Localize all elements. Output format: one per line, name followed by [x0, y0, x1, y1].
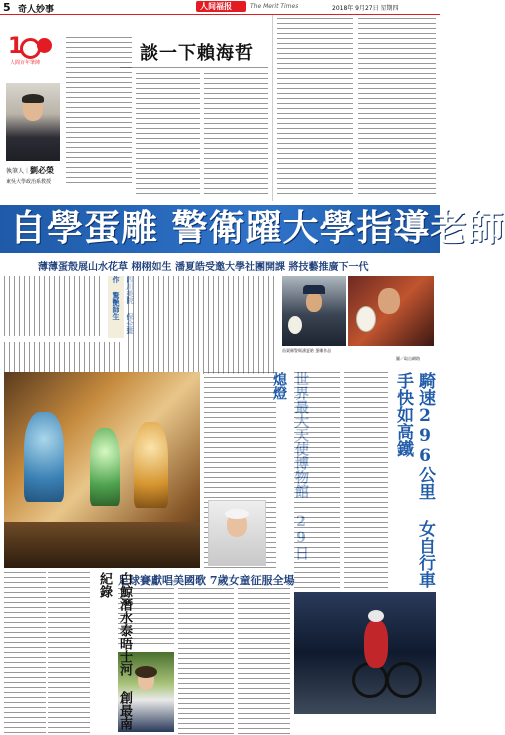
angel-figure-amber [134, 422, 168, 508]
story-text-right [4, 342, 124, 372]
bike-wheel-front [386, 662, 422, 698]
bike-wheel-rear [352, 662, 388, 698]
cyclist-title-box [392, 372, 436, 588]
angel-museum-photo [4, 372, 200, 568]
masthead [0, 0, 440, 15]
column-body-4 [204, 73, 268, 197]
page-number: 5 [3, 1, 11, 14]
photo-credit: 圖／取自網路 [396, 356, 420, 361]
column-body-3 [136, 73, 200, 197]
author-portrait [6, 83, 60, 161]
subheadline: 薄薄蛋殼展山水花草 栩栩如生 潘夏皓受邀大學社團開課 將技藝推廣下一代 [38, 262, 369, 273]
egg-in-hand [288, 316, 302, 334]
artist-face [378, 288, 400, 314]
paper-en-name: The Merit Times [250, 3, 299, 10]
guard-face [306, 292, 322, 312]
beluga-title: 白鯨潛水泰晤士河 創最南紀錄 [97, 572, 132, 730]
column-body-1 [66, 37, 132, 187]
story-text-left [4, 276, 104, 336]
owner-hair [225, 509, 249, 519]
rider [364, 620, 388, 668]
anthem-text-3 [238, 588, 290, 734]
logo-1-glyph: 1 [8, 34, 24, 59]
author-prefix: 執筆人｜ [6, 168, 31, 175]
museum-title-box [268, 372, 290, 568]
photo-caption: 苗栗縣警衛潘夏皓 蛋雕作品 [282, 348, 332, 353]
anthem-text-2 [178, 588, 234, 734]
section-name: 奇人妙事 [18, 5, 55, 15]
guard-cap [303, 285, 325, 294]
title-rule [120, 67, 268, 68]
right-column-1 [277, 18, 353, 198]
portrait-hair [22, 94, 44, 103]
angel-figure-green [90, 428, 120, 506]
shelf [4, 522, 200, 568]
headline: 自學蛋雕 警衛躍大學指導老師 [10, 208, 505, 249]
mini-caption: 作 驚艷師生 [112, 276, 121, 320]
author-title: 東吳大學政治系教授 [6, 179, 52, 185]
cyclist-title: 騎速296公里 女自行車手快如高鐵 [393, 372, 435, 588]
logo-caption: 人間百年筆陣 [10, 60, 41, 66]
cyclist-text-2 [344, 372, 388, 588]
column-box [0, 15, 273, 201]
column-title: 談一下賴海哲 [140, 43, 254, 64]
rider-helmet [368, 610, 384, 622]
egg-carving-photo [348, 276, 434, 346]
carved-egg [356, 306, 376, 332]
column-logo [8, 35, 58, 69]
headline-banner [0, 205, 505, 253]
date: 2018年 9月27日 星期四 [332, 5, 399, 12]
girl-hair [135, 666, 157, 678]
beluga-title-box [94, 572, 132, 732]
angel-figure-blue [24, 412, 64, 502]
right-column-2 [358, 18, 436, 198]
museum-title: 熄燈 [271, 372, 287, 400]
beluga-text-1 [4, 572, 46, 734]
beluga-text-2 [48, 572, 90, 734]
author-name: 劉必榮 [30, 165, 55, 175]
guard-photo [282, 276, 346, 346]
anthem-title: 足球賽獻唱美國歌 7歲女童征服全場 [118, 574, 295, 587]
mini-caption-box [108, 276, 124, 338]
paper-logo: 人间福报 [200, 2, 232, 11]
museum-owner-photo [208, 500, 266, 566]
author-line [6, 165, 54, 176]
story-text-mid [128, 276, 278, 374]
logo-circle-2 [37, 38, 52, 53]
cyclist-photo [294, 592, 436, 714]
cyclist-text-1 [294, 372, 340, 588]
